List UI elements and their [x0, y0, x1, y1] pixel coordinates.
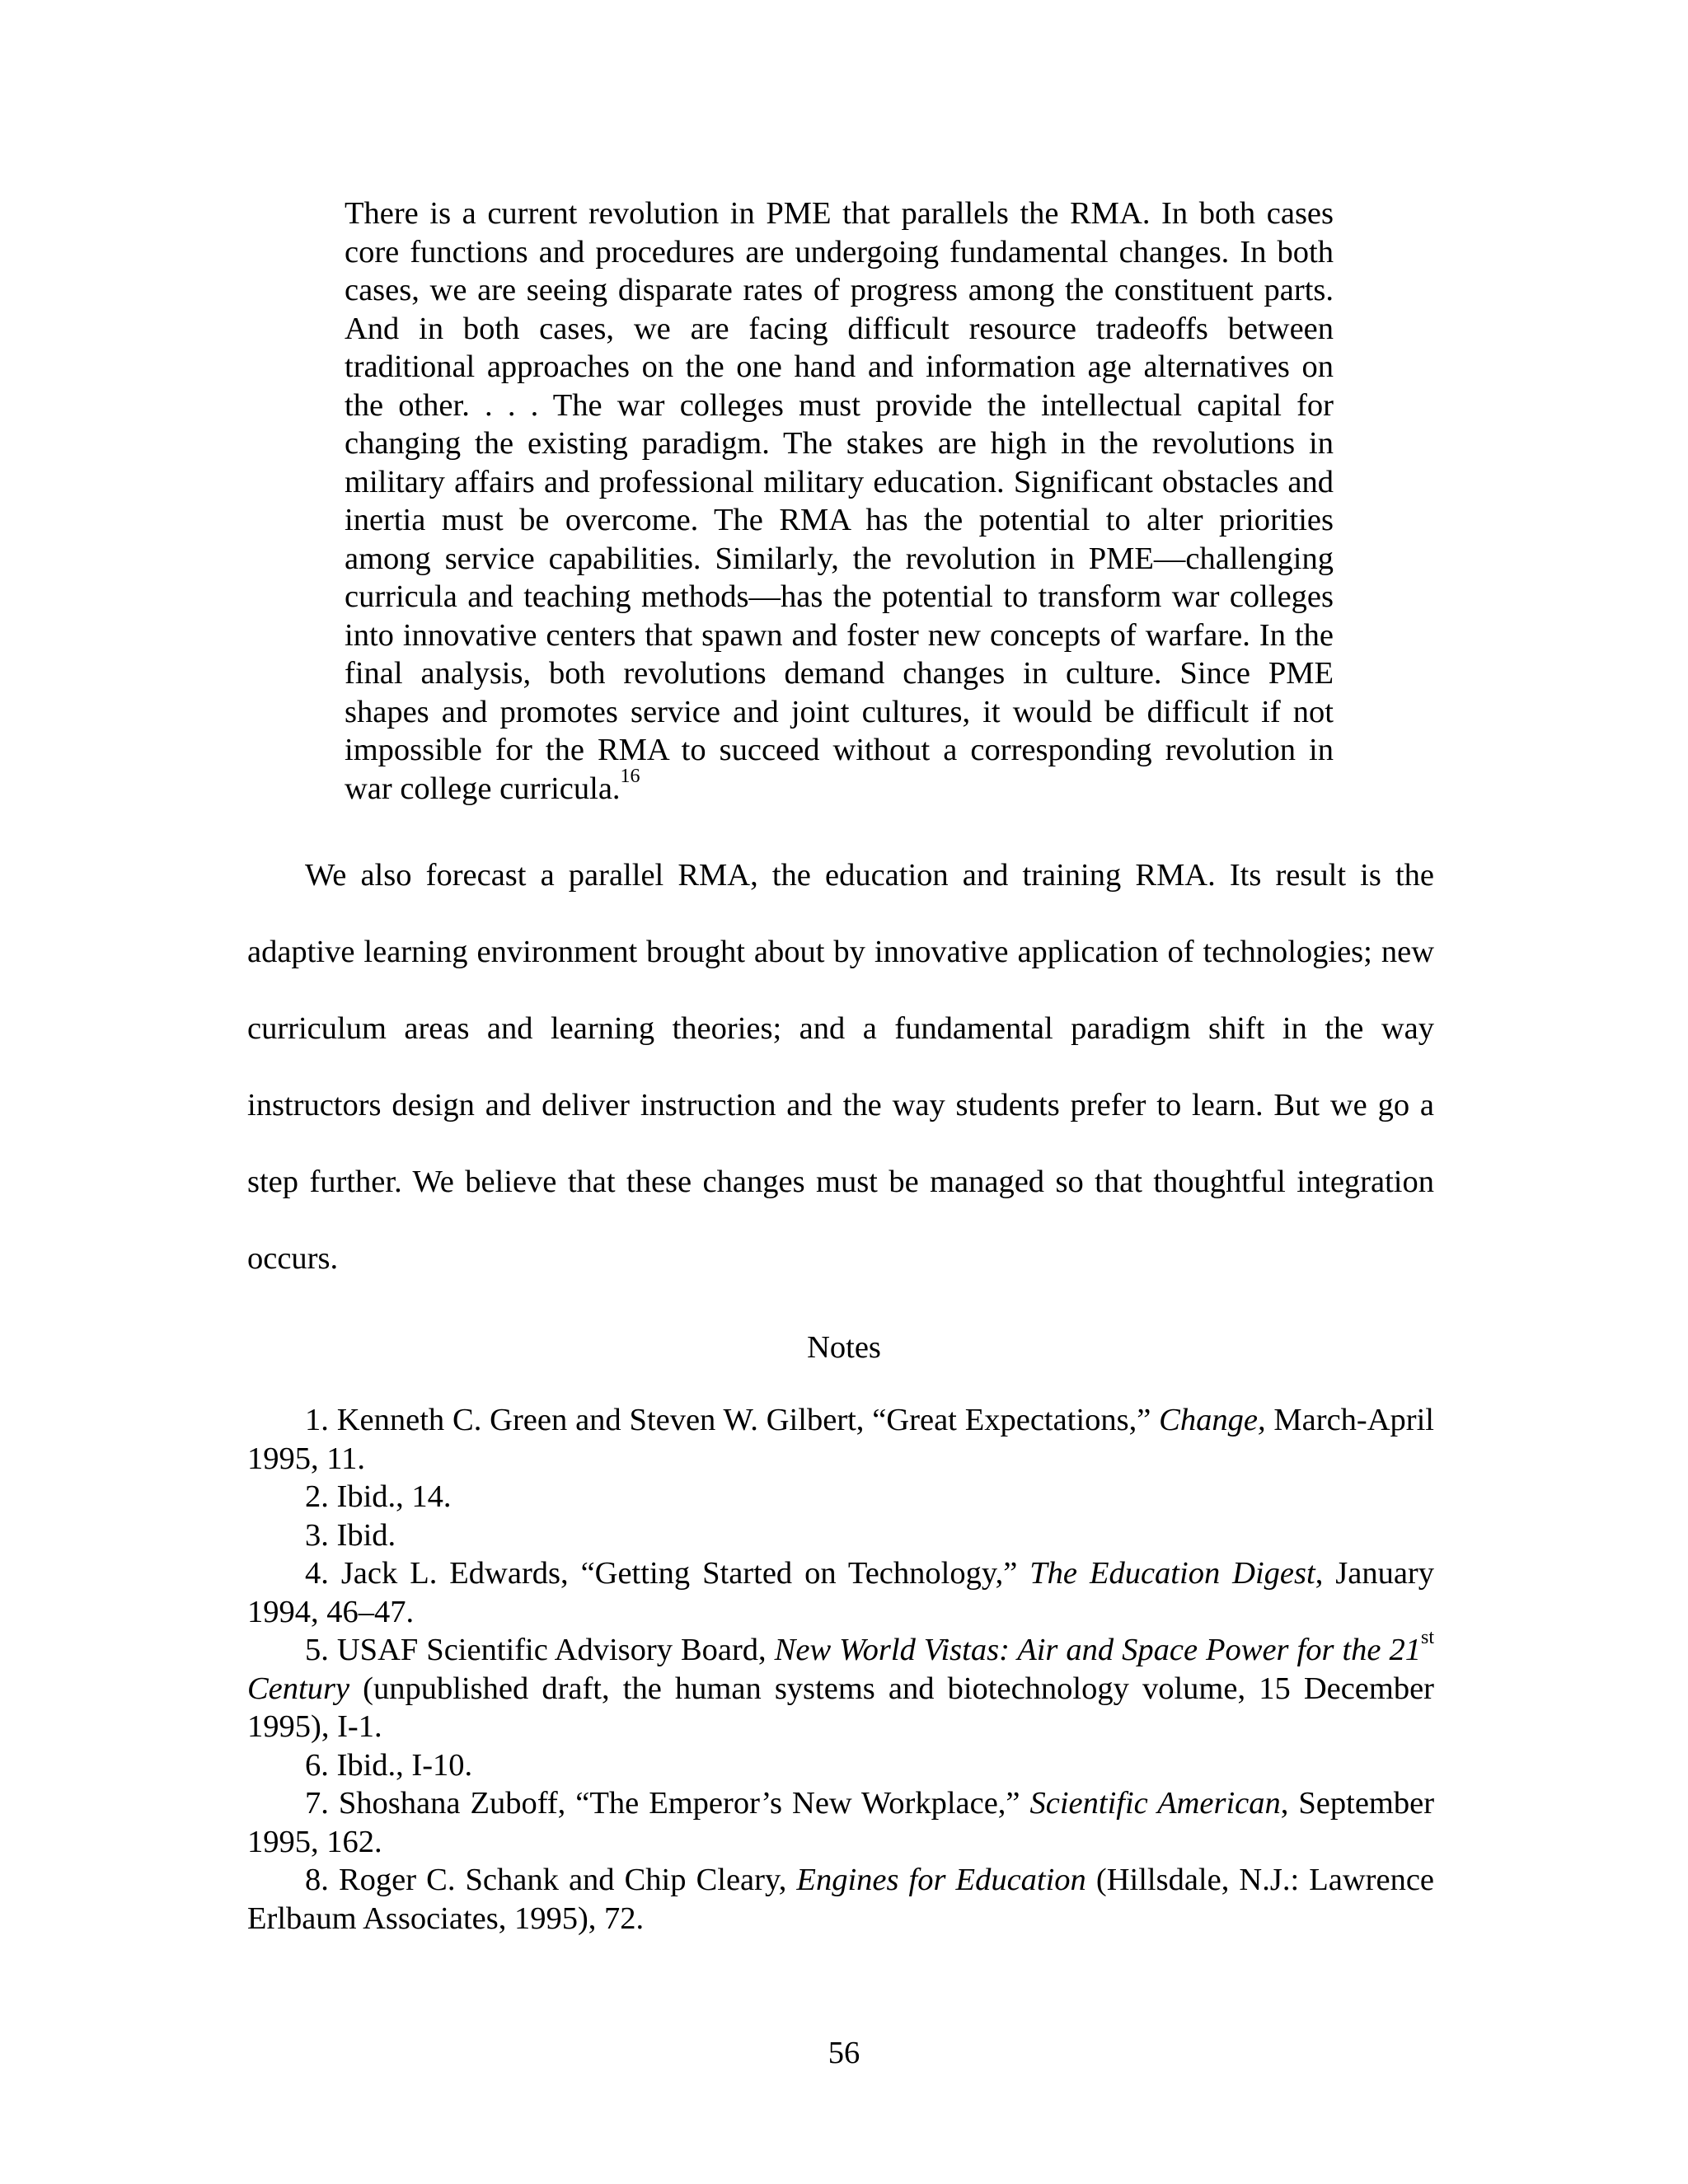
block-quote: [345, 194, 1334, 808]
note-title: Engines for Education: [796, 1863, 1086, 1897]
note-text: 1. Kenneth C. Green and Steven W. Gilbert, “Great Expectations,”: [305, 1403, 1160, 1437]
note-title: Scientific American: [1029, 1786, 1281, 1821]
note-text: 4. Jack L. Edwards, “Getting Started on Technology,”: [305, 1556, 1030, 1591]
page-number: 56: [828, 2036, 860, 2070]
note-title: Change,: [1159, 1403, 1266, 1437]
note-text: 7. Shoshana Zuboff, “The Emperor’s New Workplace,”: [305, 1786, 1030, 1821]
note-text: , September 1995, 162.: [247, 1786, 1435, 1859]
note-text: 3. Ibid.: [305, 1517, 396, 1553]
note-title: Century: [247, 1671, 350, 1706]
note-text: (Hillsdale, N.J.: Lawrence Erlbaum Associates, 1995), 72.: [247, 1863, 1434, 1936]
note-2: [247, 1478, 1434, 1516]
notes-list: [247, 1401, 1434, 1938]
note-text: (unpublished draft, the human systems and biotechnology volume, 15 December 1995), I-1.: [247, 1671, 1434, 1744]
note-text: , January 1994, 46–47.: [247, 1556, 1434, 1629]
body-paragraph: We also forecast a parallel RMA, the education and training RMA. Its result is the adaptive learning environment brought about by innovative application of technologies; new curriculum areas and learning theories; and a fundamental paradigm shift in the way instructors design and deliver instruction and the way students prefer to learn. But we go a step further. We believe that these changes must be managed so that thoughtful integration occurs.: [247, 858, 1434, 1276]
note-3: [247, 1516, 1434, 1555]
note-text: 5. USAF Scientific Advisory Board,: [305, 1633, 775, 1667]
note-text: 8. Roger C. Schank and Chip Cleary,: [305, 1863, 797, 1897]
note-1: [247, 1401, 1434, 1478]
note-4: [247, 1554, 1434, 1631]
note-text: 6. Ibid., I-10.: [305, 1747, 473, 1783]
note-8: [247, 1861, 1434, 1938]
note-6: [247, 1746, 1434, 1785]
notes-heading: Notes: [807, 1330, 881, 1365]
note-7: [247, 1784, 1434, 1861]
footnote-ref-16: 16: [620, 765, 640, 787]
note-superscript: st: [1420, 1627, 1434, 1649]
block-quote-text: There is a current revolution in PME that parallels the RMA. In both cases core functions and procedures are undergoing fundamental changes. In both cases, we are seeing disparate rates of progress among the constituent parts. And in both cases, we are facing difficult resource tradeoffs between traditional approaches on the one hand and information age alternatives on the other. . . . The war colleges must provide the intellectual capital for changing the existing paradigm. The stakes are high in the revolutions in military affairs and professional military education. Significant obstacles and inertia must be overcome. The RMA has the potential to alter priorities among service capabilities. Similarly, the revolution in PME—challenging curricula and teaching methods—has the potential to transform war colleges into innovative centers that spawn and foster new concepts of warfare. In the final analysis, both revolutions demand changes in culture. Since PME shapes and promotes service and joint cultures, it would be difficult if not impossible for the RMA to succeed without a corresponding revolution in war college curricula.: [345, 196, 1334, 806]
note-text: March-April 1995, 11.: [247, 1403, 1435, 1476]
note-title: New World Vistas: Air and Space Power for the 21: [774, 1633, 1421, 1667]
note-text: 2. Ibid., 14.: [305, 1479, 452, 1514]
note-title: The Education Digest: [1029, 1556, 1315, 1591]
note-5: [247, 1627, 1434, 1746]
